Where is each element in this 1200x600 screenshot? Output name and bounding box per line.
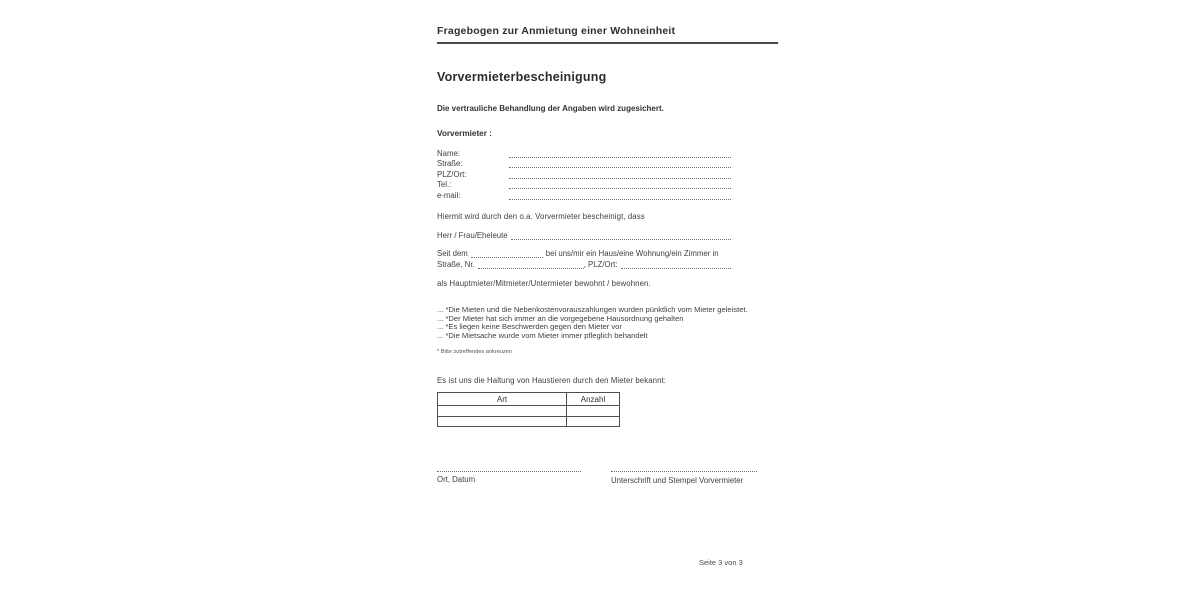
page-number: Seite 3 von 3 bbox=[699, 558, 743, 567]
name-field bbox=[509, 150, 731, 158]
email-label: e-mail: bbox=[437, 190, 461, 200]
statements-block bbox=[437, 306, 748, 340]
pets-known-line: Es ist uns die Haltung von Haustieren durch den Mieter bekannt: bbox=[437, 376, 667, 385]
plz-label: , PLZ/Ort: bbox=[583, 260, 618, 269]
street-label: Straße, Nr. bbox=[437, 260, 475, 269]
footnote: * Bitte zutreffendes ankreuzen bbox=[437, 349, 512, 355]
since-date-field bbox=[471, 250, 543, 258]
tel-label: Tel.: bbox=[437, 180, 452, 189]
email-field bbox=[509, 192, 731, 200]
street-field bbox=[478, 261, 584, 269]
signature-stamp-label: Unterschrift und Stempel Vorvermieter bbox=[611, 476, 744, 485]
tenant-name-label: Herr / Frau/Eheleute bbox=[437, 231, 508, 240]
since-prefix: Seit dem bbox=[437, 249, 468, 258]
since-date-row bbox=[437, 249, 737, 258]
plzort-label: PLZ/Ort: bbox=[437, 169, 467, 179]
certify-intro: Hiermit wird durch den o.a. Vorvermieter bescheinigt, dass bbox=[437, 212, 645, 221]
field-row-tel bbox=[437, 179, 731, 190]
field-row-name bbox=[437, 147, 731, 158]
tel-field bbox=[509, 181, 731, 189]
plzort-field bbox=[509, 171, 731, 179]
signature-stamp-line bbox=[611, 471, 757, 472]
tenant-name-field bbox=[511, 232, 731, 240]
pets-table-header-row bbox=[438, 393, 620, 406]
name-label: Name: bbox=[437, 148, 460, 158]
pets-table-cell-art bbox=[438, 406, 567, 417]
tenant-name-row bbox=[437, 231, 731, 240]
statement-property-care: ... *Die Mietsache wurde vom Mieter immer pfleglich behandelt bbox=[437, 330, 648, 340]
address-row bbox=[437, 260, 731, 269]
signature-date-line bbox=[437, 471, 581, 472]
vorvermieter-heading: Vorvermieter : bbox=[437, 129, 492, 138]
statement-house-rules: ... *Der Mieter hat sich immer an die vorgegebene Hausordnung gehalten bbox=[437, 313, 684, 323]
strasse-field bbox=[509, 160, 731, 168]
plz-field bbox=[621, 261, 732, 269]
pets-table-row bbox=[438, 406, 620, 417]
section-heading: Vorvermieterbescheinigung bbox=[437, 70, 607, 84]
pets-table-cell-art bbox=[438, 416, 567, 427]
strasse-label: Straße: bbox=[437, 159, 463, 168]
statement-rent-paid: ... *Die Mieten und die Nebenkostenvorauszahlungen wurden pünktlich vom Mieter geleistet. bbox=[437, 305, 748, 314]
pets-table bbox=[437, 392, 620, 427]
since-suffix: bei uns/mir ein Haus/eine Wohnung/ein Zimmer in bbox=[545, 249, 719, 258]
pets-table-row bbox=[438, 416, 620, 427]
field-row-plzort bbox=[437, 168, 731, 179]
signature-date-label: Ort, Datum bbox=[437, 475, 476, 484]
statement-no-complaints: ... *Es liegen keine Beschwerden gegen den Mieter vor bbox=[437, 322, 622, 332]
pets-table-cell-anzahl bbox=[567, 416, 620, 427]
field-row-email bbox=[437, 189, 731, 200]
confidentiality-note: Die vertrauliche Behandlung der Angaben wird zugesichert. bbox=[437, 104, 664, 113]
pets-table-cell-anzahl bbox=[567, 406, 620, 417]
field-row-strasse bbox=[437, 158, 731, 169]
pets-table-header-anzahl: Anzahl bbox=[567, 393, 620, 406]
page-title: Fragebogen zur Anmietung einer Wohneinheit bbox=[437, 25, 778, 44]
pets-table-header-art: Art bbox=[438, 393, 567, 406]
occupancy-line: als Hauptmieter/Mitmieter/Untermieter bewohnt / bewohnen. bbox=[437, 279, 651, 288]
